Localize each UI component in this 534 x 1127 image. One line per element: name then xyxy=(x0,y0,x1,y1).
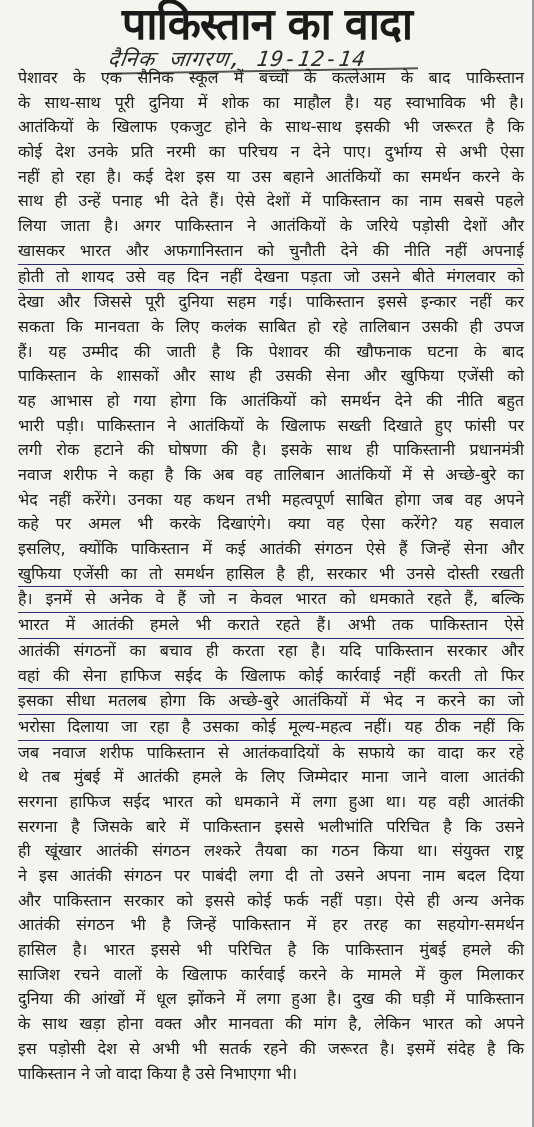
handwritten-source-note: दैनिक जागरण, 19-12-14 xyxy=(106,47,368,71)
article-line-underlined: होती तो शायद उसे वह दिन नहीं देखना पड़ता जो उसने बीते मंगलवार को xyxy=(18,265,524,291)
article-line: साजिश रचने वालों के खिलाफ कार्रवाई करने के मामले में कुल मिलाकर xyxy=(18,964,524,984)
article-line: के साथ खड़ा होना वक्त और मानवता की मांग है, लेकिन भारत को अपने xyxy=(18,1014,524,1034)
article-line: हैं। यह उम्मीद की जाती है कि पेशावर की खौफनाक घटना के बाद xyxy=(18,341,524,361)
article-line: आतंकी संगठनों का बचाव ही करता रहा है। यदि पाकिस्तान सरकार और xyxy=(18,640,524,660)
article-line: कोई देश उनके प्रति नरमी का परिचय न देने पाए। दुर्भाग्य से अभी ऐसा xyxy=(18,142,524,162)
article-line: पेशावर के एक सैनिक स्कूल में बच्चों के कत्लेआम के बाद पाकिस्तान xyxy=(18,68,524,87)
article-line: थे तब मुंबई में आतंकी हमले के लिए जिम्मेदार माना जाने वाला आतंकी xyxy=(18,767,524,787)
article-line: नवाज शरीफ ने कहा है कि अब वह तालिबान आतंकियों में से अच्छे-बुरे का xyxy=(18,465,524,484)
article-line-underlined: इसका सीधा मतलब होगा कि अच्छे-बुरे आतंकियों में भेद न करने का जो xyxy=(18,689,524,715)
article-line: हासिल है। भारत इससे भी परिचित है कि पाकिस्तान मुंबई हमले की xyxy=(18,940,524,960)
article-line: और पाकिस्तान सरकार को इससे कोई फर्क नहीं पड़ा। ऐसे ही अन्य अनेक xyxy=(18,890,524,910)
article-line: सरगना हाफिज सईद भारत को धमकाने में लगा हुआ था। यह वही आतंकी xyxy=(18,791,524,811)
article-line: के साथ-साथ पूरी दुनिया में शोक का माहौल है। यह स्वाभाविक भी है। xyxy=(18,92,524,112)
article-line: दुनिया की आंखों में धूल झोंकने में लगा हुआ है। दुख की घड़ी में पाकिस्तान xyxy=(18,989,524,1009)
article-line: यह आभास हो गया होगा कि आतंकियों को समर्थन देने की नीति बहुत xyxy=(18,390,524,410)
article-line: जब नवाज शरीफ पाकिस्तान से आतंकवादियों के सफाये का वादा कर रहे xyxy=(18,742,524,762)
article-line-last: पाकिस्तान ने जो वादा किया है उसे निभाएगा भी। xyxy=(18,1063,298,1083)
article-line: सकता कि मानवता के लिए कलंक साबित हो रहे तालिबान उसकी ही उपज xyxy=(18,316,524,336)
article-line: इसलिए, क्योंकि पाकिस्तान में कई आतंकी संगठन ऐसे हैं जिन्हें सेना और xyxy=(18,539,524,559)
article-line: लगी रोक हटाने की घोषणा की है। इसके साथ ही पाकिस्तानी प्रधानमंत्री xyxy=(18,440,524,460)
article-line-underlined: खासकर भारत और अफगानिस्तान को चुनौती देने की नीति नहीं अपनाई xyxy=(18,239,524,265)
article-line: भेद नहीं करेंगे। उनका यह कथन तभी महत्वपूर्ण साबित होगा जब वह अपने xyxy=(18,489,524,509)
article-line: साथ ही उन्हें पनाह भी देते हैं। ऐसे देशों में पाकिस्तान का नाम सबसे पहले xyxy=(18,191,524,211)
headline: पाकिस्तान का वादा xyxy=(121,0,413,50)
article-line: इस पड़ोसी देश से अभी भी सतर्क रहने की जरूरत है। इसमें संदेह है कि xyxy=(18,1038,524,1058)
article-line: नहीं हो रहा है। कई देश इस या उस बहाने आतंकियों का समर्थन करने के xyxy=(18,166,524,186)
article-line-underlined: भारत में आतंकी हमले भी कराते रहते हैं। अभी तक पाकिस्तान ऐसे xyxy=(18,613,524,639)
article-body xyxy=(18,66,528,1086)
article-line: भारी पड़ी। पाकिस्तान ने आतंकियों के खिलाफ सख्ती दिखाते हुए फांसी पर xyxy=(18,415,524,435)
article-line-underlined: खुफिया एजेंसी का तो समर्थन हासिल है ही, सरकार भी उनसे दोस्ती रखती xyxy=(18,562,524,588)
article-line: लिया जाता है। अगर पाकिस्तान ने आतंकियों के जरिये पड़ोसी देशों और xyxy=(18,216,524,236)
article-line: देखा और जिससे पूरी दुनिया सहम गई। पाकिस्तान इससे इन्कार नहीं कर xyxy=(18,292,524,312)
article-line: कहे पर अमल भी करके दिखाएंगे। क्या वह ऐसा करेंगे? यह सवाल xyxy=(18,514,524,534)
article-line: आतंकियों के खिलाफ एकजुट होने के साथ-साथ इसकी भी जरूरत है कि xyxy=(18,117,524,137)
article-line-underlined: भरोसा दिलाया जा रहा है उसका कोई मूल्य-महत्व नहीं। यह ठीक नहीं कि xyxy=(18,715,524,741)
article-line: सरगना है जिसके बारे में पाकिस्तान इससे भलीभांति परिचित है कि उसने xyxy=(18,816,524,836)
article-line-underlined: वहां की सेना हाफिज सईद के खिलाफ कोई कार्रवाई नहीं करती तो फिर xyxy=(18,664,524,690)
article-line: आतंकी संगठन भी है जिन्हें पाकिस्तान में हर तरह का सहयोग-समर्थन xyxy=(18,915,524,935)
article-line: पाकिस्तान के शासकों और साथ ही उसकी सेना और खुफिया एजेंसी को xyxy=(18,366,524,386)
article-line: ने इस आतंकी संगठन पर पाबंदी लगा दी तो उसने अपना नाम बदल दिया xyxy=(18,866,524,885)
article-line: ही खूंखार आतंकी संगठन लश्करे तैयबा का गठन किया था। संयुक्त राष्ट्र xyxy=(18,841,524,861)
article-line-underlined: है। इनमें से अनेक वे हैं जो न केवल भारत को धमकाते रहते हैं, बल्कि xyxy=(18,587,524,613)
